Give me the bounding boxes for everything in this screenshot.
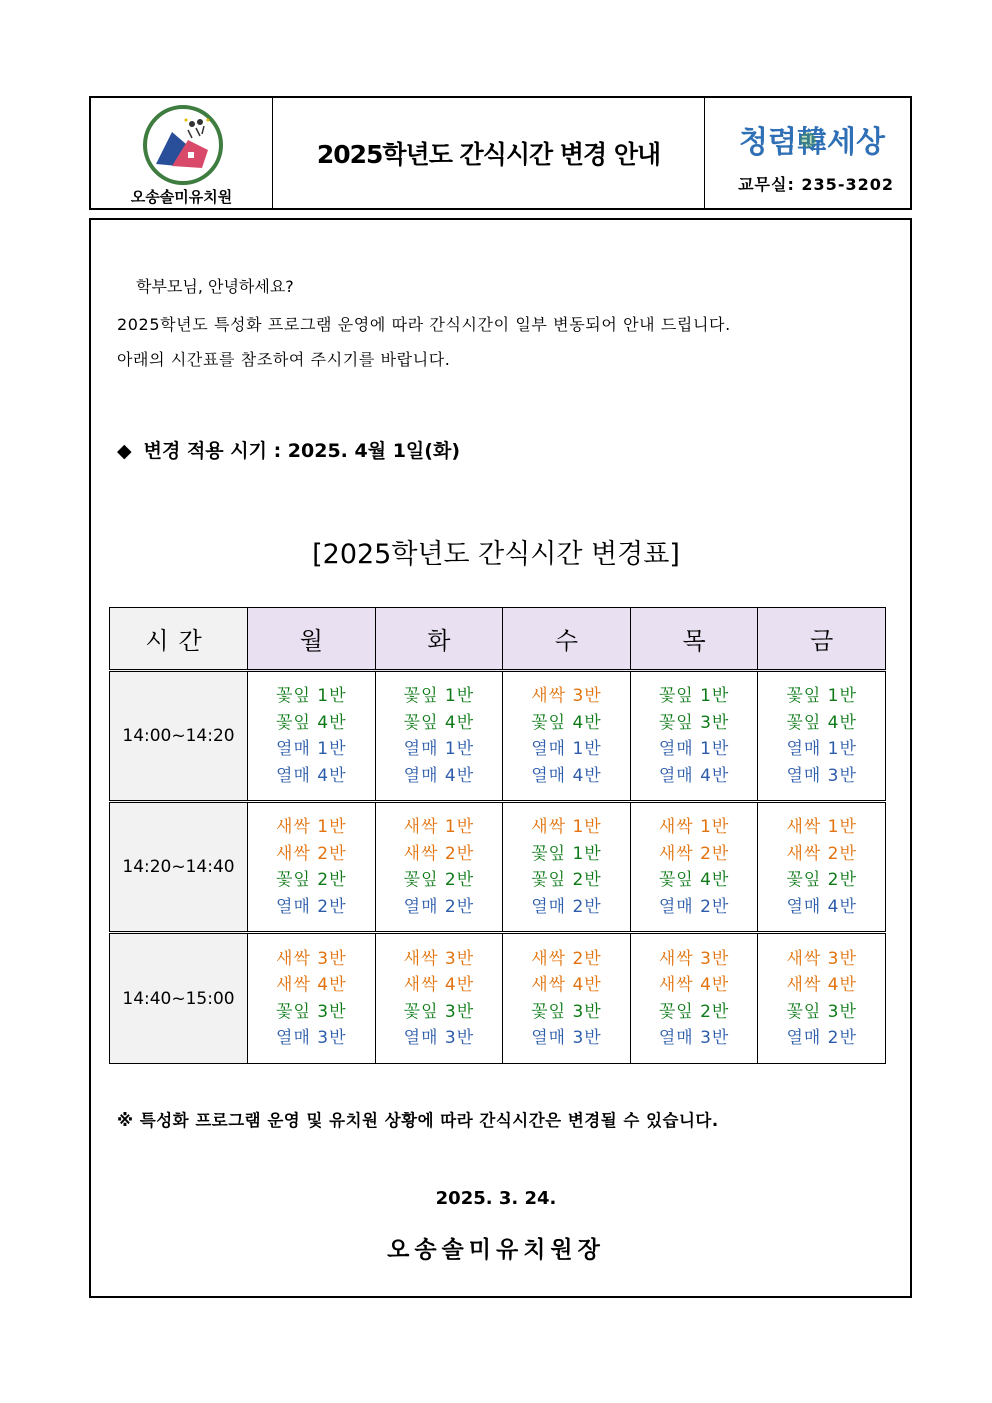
class-entry: 새싹 4반 — [658, 975, 730, 995]
timetable-row — [110, 933, 886, 1064]
class-entry: 꽃잎 3반 — [531, 1001, 602, 1022]
brand-cell — [705, 98, 910, 208]
class-entry: 열매 2반 — [658, 896, 730, 917]
class-entry: 새싹 3반 — [531, 686, 602, 706]
title-cell — [273, 98, 705, 208]
class-entry: 꽃잎 4반 — [531, 712, 602, 733]
header-mon: 월 — [248, 608, 376, 671]
class-entry: 꽃잎 1반 — [531, 843, 602, 864]
school-logo-icon — [142, 104, 224, 186]
class-entry: 꽃잎 2반 — [786, 870, 857, 890]
signature: 오송솔미유치원장 — [387, 1237, 605, 1263]
header-thu: 목 — [630, 608, 758, 671]
snack-timetable — [109, 607, 886, 1064]
class-entry: 꽃잎 1반 — [276, 686, 347, 706]
class-cell-tue — [375, 671, 503, 802]
apply-date-text: 변경 적용 시기 : 2025. 4월 1일(화) — [143, 440, 461, 462]
class-entry: 새싹 2반 — [403, 843, 475, 864]
class-entry: 꽃잎 2반 — [531, 870, 602, 890]
time-slot: 14:00~14:20 — [110, 671, 248, 802]
class-entry: 꽃잎 4반 — [276, 712, 347, 733]
class-entry: 열매 4반 — [403, 765, 475, 786]
class-entry: 새싹 2반 — [786, 843, 857, 864]
class-entry: 열매 2반 — [786, 1028, 857, 1048]
class-cell-fri — [758, 933, 886, 1064]
brand-text: 청렴韓세상 — [739, 125, 885, 160]
class-entry: 꽃잎 1반 — [658, 686, 730, 706]
class-entry: 새싹 1반 — [403, 817, 475, 837]
class-entry: 열매 2반 — [403, 896, 475, 917]
document-header — [89, 96, 912, 210]
class-entry: 열매 3반 — [786, 765, 857, 786]
document-title: 2025학년도 간식시간 변경 안내 — [316, 140, 661, 169]
class-cell-fri — [758, 802, 886, 933]
document-date: 2025. 3. 24. — [435, 1188, 557, 1209]
class-entry: 새싹 1반 — [276, 817, 347, 837]
class-entry: 열매 2반 — [531, 896, 602, 917]
class-cell-wed — [503, 802, 631, 933]
time-slot: 14:40~15:00 — [110, 933, 248, 1064]
class-cell-mon — [248, 933, 376, 1064]
class-entry: 열매 4반 — [531, 765, 602, 786]
class-entry: 새싹 3반 — [786, 948, 857, 969]
class-entry: 새싹 3반 — [658, 948, 730, 969]
class-entry: 꽃잎 4반 — [658, 870, 730, 890]
class-entry: 꽃잎 3반 — [786, 1001, 857, 1022]
class-entry: 꽃잎 1반 — [786, 686, 857, 706]
integrity-slogan-logo — [705, 118, 913, 162]
header-time: 시간 — [110, 608, 248, 671]
header-fri: 금 — [758, 608, 886, 671]
class-entry: 새싹 1반 — [658, 817, 730, 837]
class-entry: 꽃잎 4반 — [403, 712, 475, 733]
class-entry: 꽃잎 3반 — [276, 1001, 347, 1022]
class-cell-thu — [630, 802, 758, 933]
class-entry: 열매 3반 — [531, 1028, 602, 1048]
timetable-header-row — [110, 608, 886, 671]
apply-date-line — [117, 436, 460, 463]
notice-text: ※ 특성화 프로그램 운영 및 유치원 상황에 따라 간식시간은 변경될 수 있습니다. — [117, 1111, 719, 1130]
class-entry: 새싹 4반 — [276, 975, 347, 995]
timetable-body — [110, 671, 886, 1064]
class-entry: 꽃잎 2반 — [658, 1001, 730, 1022]
class-entry: 열매 2반 — [276, 896, 347, 917]
class-entry: 새싹 1반 — [786, 817, 857, 837]
header-tue: 화 — [375, 608, 503, 671]
class-entry: 새싹 3반 — [403, 948, 475, 969]
class-entry: 열매 1반 — [403, 739, 475, 759]
class-cell-thu — [630, 933, 758, 1064]
class-entry: 열매 3반 — [403, 1028, 475, 1048]
class-entry: 열매 4반 — [786, 896, 857, 917]
class-entry: 새싹 1반 — [531, 817, 602, 837]
timetable-title: [2025학년도 간식시간 변경표] — [312, 539, 680, 570]
school-logo-cell — [91, 98, 273, 208]
class-entry: 열매 1반 — [276, 739, 347, 759]
class-entry: 꽃잎 4반 — [786, 712, 857, 733]
timetable-row — [110, 671, 886, 802]
class-entry: 새싹 2반 — [276, 843, 347, 864]
time-slot: 14:20~14:40 — [110, 802, 248, 933]
diamond-bullet-icon: ◆ — [117, 440, 132, 462]
class-entry: 새싹 3반 — [276, 948, 347, 969]
intro-line-1: 2025학년도 특성화 프로그램 운영에 따라 간식시간이 일부 변동되어 안내 드립니다. — [117, 315, 731, 334]
class-cell-fri — [758, 671, 886, 802]
class-entry: 열매 4반 — [658, 765, 730, 786]
intro-line-2: 아래의 시간표를 참조하여 주시기를 바랍니다. — [117, 350, 451, 369]
class-cell-wed — [503, 671, 631, 802]
header-wed: 수 — [503, 608, 631, 671]
class-entry: 열매 1반 — [658, 739, 730, 759]
class-entry: 열매 1반 — [531, 739, 602, 759]
class-entry: 꽃잎 3반 — [658, 712, 730, 733]
class-entry: 새싹 4반 — [531, 975, 602, 995]
class-entry: 새싹 2반 — [531, 948, 602, 969]
class-entry: 열매 4반 — [276, 765, 347, 786]
class-cell-thu — [630, 671, 758, 802]
timetable-row — [110, 802, 886, 933]
class-entry: 새싹 4반 — [786, 975, 857, 995]
class-cell-mon — [248, 802, 376, 933]
class-cell-tue — [375, 933, 503, 1064]
class-entry: 꽃잎 2반 — [403, 870, 475, 890]
school-name: 오송솔미유치원 — [130, 188, 233, 206]
class-cell-tue — [375, 802, 503, 933]
class-cell-mon — [248, 671, 376, 802]
class-entry: 꽃잎 1반 — [403, 686, 475, 706]
class-entry: 열매 1반 — [786, 739, 857, 759]
greeting-text: 학부모님, 안녕하세요? — [136, 277, 294, 296]
class-entry: 새싹 4반 — [403, 975, 475, 995]
class-entry: 새싹 2반 — [658, 843, 730, 864]
class-entry: 열매 3반 — [658, 1028, 730, 1048]
office-phone: 교무실: 235-3202 — [738, 175, 894, 194]
class-entry: 열매 3반 — [276, 1028, 347, 1048]
class-entry: 꽃잎 2반 — [276, 870, 347, 890]
class-cell-wed — [503, 933, 631, 1064]
class-entry: 꽃잎 3반 — [403, 1001, 475, 1022]
